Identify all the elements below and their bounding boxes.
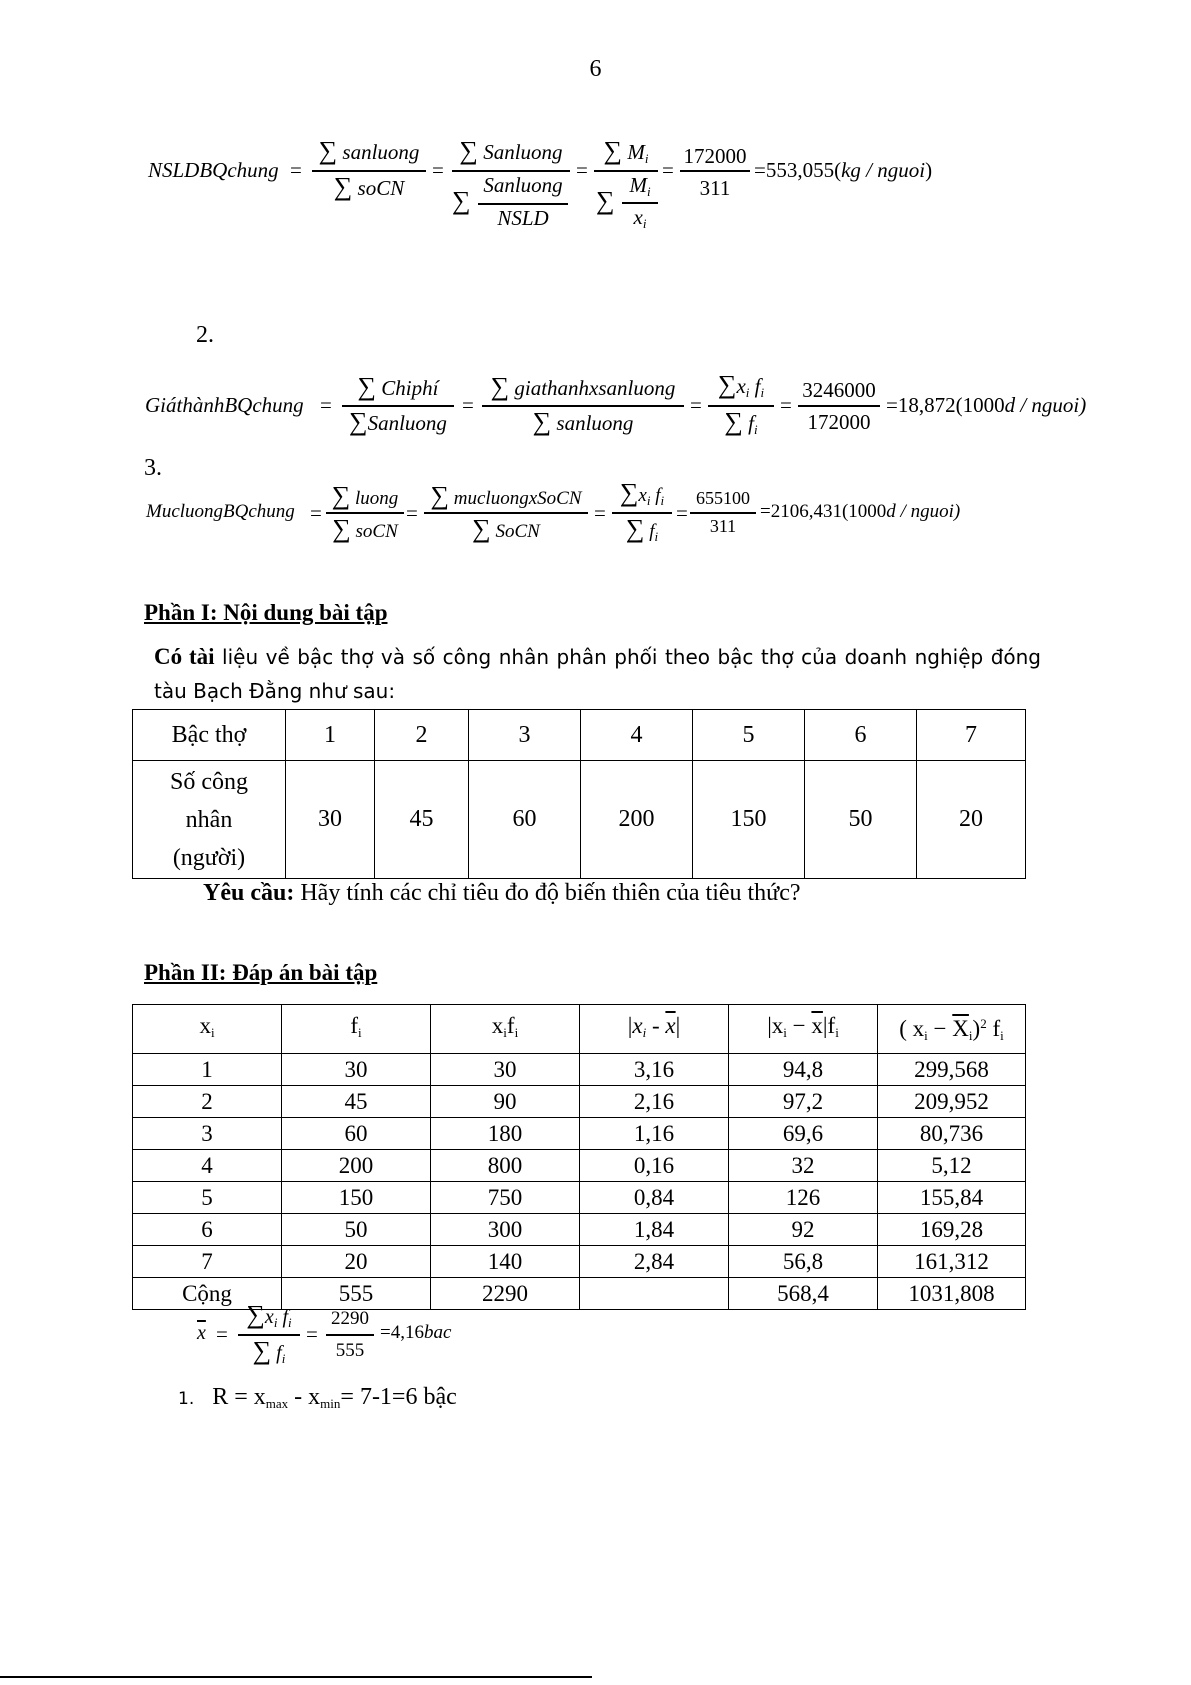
formula2-lhs: GiáthànhBQchung	[145, 393, 304, 417]
part1-description: Có tài liệu về bậc thợ và số công nhân phân phối theo bậc thợ của doanh nghiệp đóng tàu Bạch Đằng như sau:	[154, 644, 1041, 703]
formula1-unit: kg / nguoi	[841, 158, 926, 182]
range-item: 1. $R = x_{max} - x_{min}= 7-1=6$ bậc	[178, 1384, 457, 1411]
part2-heading: Phần II: Đáp án bài tập	[144, 960, 378, 985]
formula1-val-num: 172000	[683, 144, 747, 168]
worker-distribution-table	[132, 709, 1026, 879]
table-row: 7 20 140 2,84 56,8 161,312	[133, 1246, 1026, 1278]
formula3-result: 2106,431	[770, 501, 842, 522]
answer-table	[132, 1004, 1026, 1310]
table-row: 5 150 750 0,84 126 155,84	[133, 1182, 1026, 1214]
formula3-lhs: MucluongBQchung	[146, 501, 295, 522]
formula2-result: 18,872	[897, 393, 956, 417]
formula1-t1-den: soCN	[357, 176, 405, 200]
formula1-t2-den-num: Sanluong	[483, 173, 563, 197]
formula1-t2-den-den: NSLD	[497, 206, 549, 230]
table-header-row: $x_i$ $f_i$ $x_if_i$ $|x_i - \overline{x}|$ $|x_i - \overline{x}|f_i$ ( $x_i - \overline{X}_i)^2$ $f_i$	[133, 1005, 1026, 1054]
table-row: 4 200 800 0,16 32 5,12	[133, 1150, 1026, 1182]
table-row: Số công nhân (người) 30 45 60 200 150 50 20	[133, 761, 1026, 879]
footnote-separator	[0, 1676, 592, 1678]
mean-result: 4,16	[390, 1322, 424, 1343]
formula1-lhs: NSLDBQchung	[148, 158, 279, 182]
formula1-result: 553,055	[765, 158, 835, 182]
table-row: 3 60 180 1,16 69,6 80,736	[133, 1118, 1026, 1150]
table-total-row: Cộng 555 2290 568,4 1031,808	[133, 1278, 1026, 1310]
table-row: Bậc thợ 1 2 3 4 5 6 7	[133, 710, 1026, 761]
request-text: Yêu cầu: Hãy tính các chỉ tiêu đo độ biến thiên của tiêu thức?	[203, 880, 801, 906]
item-3-label: 3.	[144, 455, 162, 481]
table-row: 1 30 30 3,16 94,8 299,568	[133, 1054, 1026, 1086]
table-row: 6 50 300 1,84 92 169,28	[133, 1214, 1026, 1246]
part1-heading: Phần I: Nội dung bài tập	[144, 600, 388, 625]
item-2-label: 2.	[196, 322, 214, 348]
formula1-t2-num: Sanluong	[483, 140, 563, 164]
table-row: 2 45 90 2,16 97,2 209,952	[133, 1086, 1026, 1118]
formula1-val-den: 311	[699, 176, 731, 200]
formula1-t1-num: sanluong	[342, 140, 420, 164]
page-number: 6	[589, 56, 602, 82]
